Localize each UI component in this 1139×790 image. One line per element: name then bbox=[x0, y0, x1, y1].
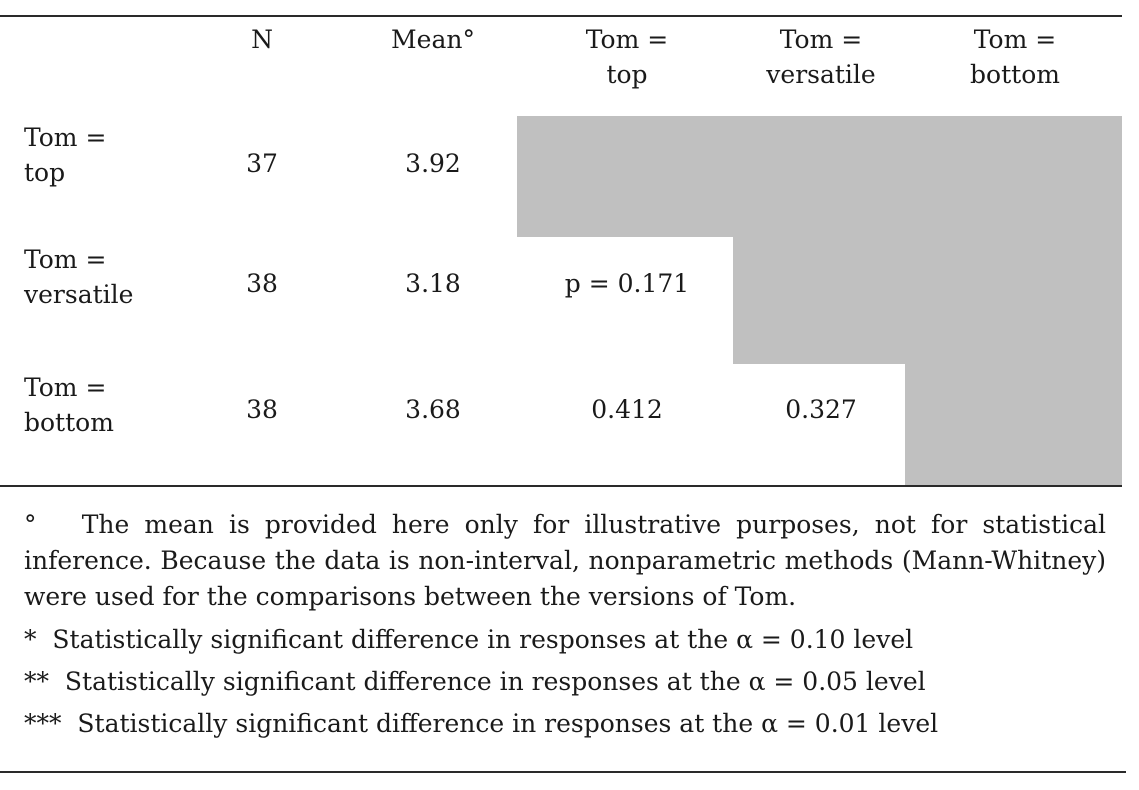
row-top-mean: 3.92 bbox=[405, 149, 461, 178]
significance-note-2-text: Statistically significant difference in responses at the α = 0.05 level bbox=[64, 667, 926, 696]
header-n: N bbox=[251, 25, 273, 54]
row-label-tom-versatile: Tom = versatile bbox=[24, 245, 134, 309]
header-tom-versatile: Tom = versatile bbox=[766, 25, 876, 89]
row-bottom-vs-versatile: 0.327 bbox=[785, 395, 857, 424]
significance-note-2 bbox=[24, 661, 1106, 703]
header-tom-top: Tom = top bbox=[585, 25, 669, 89]
mean-footnote-text: The mean is provided here only for illustrative purposes, not for statistical inference. Because the data is non-interval, nonparametric methods (Mann-Whitney) were used for the comparisons between the versions of Tom. bbox=[24, 510, 1106, 611]
row-bottom-n: 38 bbox=[246, 395, 278, 424]
notes-bottom-rule bbox=[0, 771, 1126, 773]
row-bottom-vs-top: 0.412 bbox=[591, 395, 663, 424]
row-label-tom-bottom: Tom = bottom bbox=[24, 373, 114, 437]
row-label-tom-top: Tom = top bbox=[24, 123, 107, 187]
row-bottom-mean: 3.68 bbox=[405, 395, 461, 424]
table-top-rule bbox=[0, 15, 1122, 17]
header-mean: Mean° bbox=[391, 25, 475, 54]
row-versatile-vs-top: p = 0.171 bbox=[564, 269, 690, 298]
table-bottom-rule bbox=[0, 485, 1122, 487]
asterisk-3: *** bbox=[24, 709, 62, 738]
shaded-cells-row-versatile bbox=[733, 237, 1122, 364]
degree-symbol: ° bbox=[24, 510, 37, 539]
significance-note-3-text: Statistically significant difference in responses at the α = 0.01 level bbox=[77, 709, 939, 738]
shaded-cells-row-top bbox=[517, 116, 1122, 237]
mean-footnote bbox=[24, 507, 1106, 615]
row-versatile-n: 38 bbox=[246, 269, 278, 298]
asterisk-2: ** bbox=[24, 667, 49, 696]
row-versatile-mean: 3.18 bbox=[405, 269, 461, 298]
shaded-cells-row-bottom bbox=[905, 364, 1122, 485]
row-top-n: 37 bbox=[246, 149, 278, 178]
significance-note-3 bbox=[24, 703, 1106, 745]
asterisk-1: * bbox=[24, 625, 37, 654]
table-notes bbox=[24, 507, 1106, 745]
header-tom-bottom: Tom = bottom bbox=[970, 25, 1060, 89]
significance-note-1 bbox=[24, 619, 1106, 661]
significance-note-1-text: Statistically significant difference in responses at the α = 0.10 level bbox=[52, 625, 914, 654]
